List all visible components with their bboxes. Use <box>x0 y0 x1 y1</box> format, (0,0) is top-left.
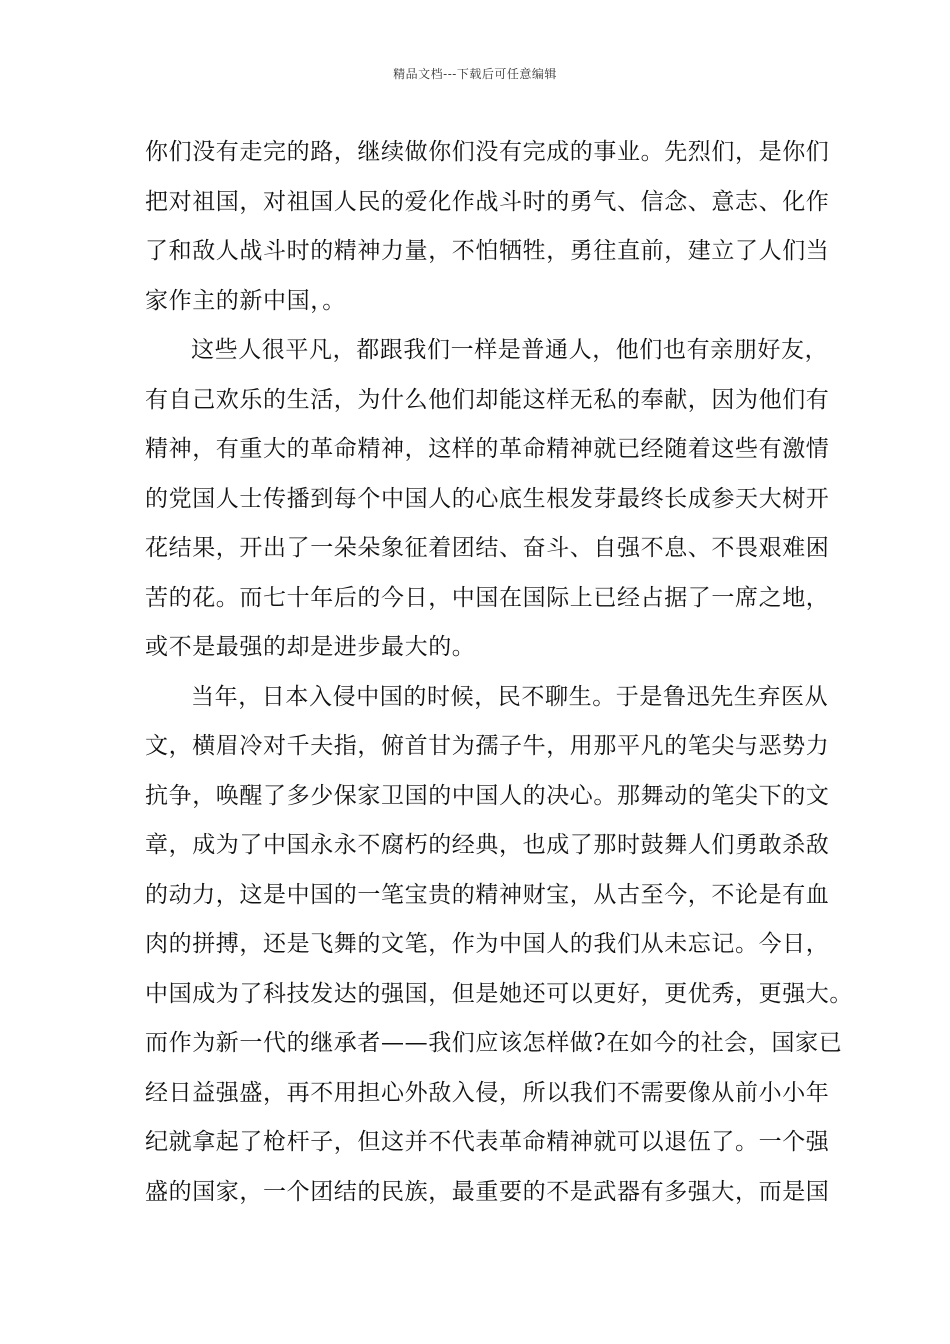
text-line: 家作主的新中国，。 <box>145 287 346 314</box>
text-line: 经日益强盛，再不用担心外敌入侵，所以我们不需要像从前小小年 <box>145 1079 830 1106</box>
text-line: 中国成为了科技发达的强国，但是她还可以更好，更优秀，更强大。 <box>145 980 853 1007</box>
text-line: 你们没有走完的路，继续做你们没有完成的事业。先烈们，是你们 <box>145 139 830 165</box>
text-line: 精神，有重大的革命精神，这样的革命精神就已经随着这些有激情 <box>145 436 830 462</box>
text-line: 的动力，这是中国的一笔宝贵的精神财宝，从古至今，不论是有血 <box>145 881 830 908</box>
text-line: 了和敌人战斗时的精神力量，不怕牺牲，勇往直前，建立了人们当 <box>145 238 830 264</box>
text-line: 花结果，开出了一朵朵象征着团结、奋斗、自强不息、不畏艰难困 <box>145 535 830 561</box>
text-line: 抗争，唤醒了多少保家卫国的中国人的决心。那舞动的笔尖下的文 <box>145 782 830 809</box>
text-line: 章，成为了中国永永不腐朽的经典，也成了那时鼓舞人们勇敢杀敌 <box>145 832 830 858</box>
text-line: 把对祖国，对祖国人民的爱化作战斗时的勇气、信念、意志、化作 <box>145 188 830 215</box>
document-body <box>145 128 853 1217</box>
text-line: 文，横眉冷对千夫指，俯首甘为孺子牛，用那平凡的笔尖与恶势力 <box>145 733 830 759</box>
text-line: 纪就拿起了枪杆子，但这并不代表革命精神就可以退伍了。一个强 <box>145 1129 830 1155</box>
text-line: 或不是最强的却是进步最大的。 <box>145 634 476 660</box>
text-line: 当年，日本入侵中国的时候，民不聊生。于是鲁迅先生弃医从 <box>191 683 829 710</box>
text-line: 的党国人士传播到每个中国人的心底生根发芽最终长成参天大树开 <box>145 485 830 512</box>
page-header: 精品文档---下载后可任意编辑 <box>393 67 557 81</box>
text-line: 苦的花。而七十年后的今日，中国在国际上已经占据了一席之地， <box>145 584 830 611</box>
text-line: 这些人很平凡，都跟我们一样是普通人，他们也有亲朋好友， <box>191 337 829 363</box>
text-line: 盛的国家，一个团结的民族，最重要的不是武器有多强大，而是国 <box>145 1178 830 1205</box>
text-line: 而作为新一代的继承者——我们应该怎样做?在如今的社会，国家已 <box>145 1030 843 1056</box>
text-line: 肉的拼搏，还是飞舞的文笔，作为中国人的我们从未忘记。今日， <box>145 931 830 957</box>
text-line: 有自己欢乐的生活，为什么他们却能这样无私的奉献，因为他们有 <box>145 386 830 413</box>
